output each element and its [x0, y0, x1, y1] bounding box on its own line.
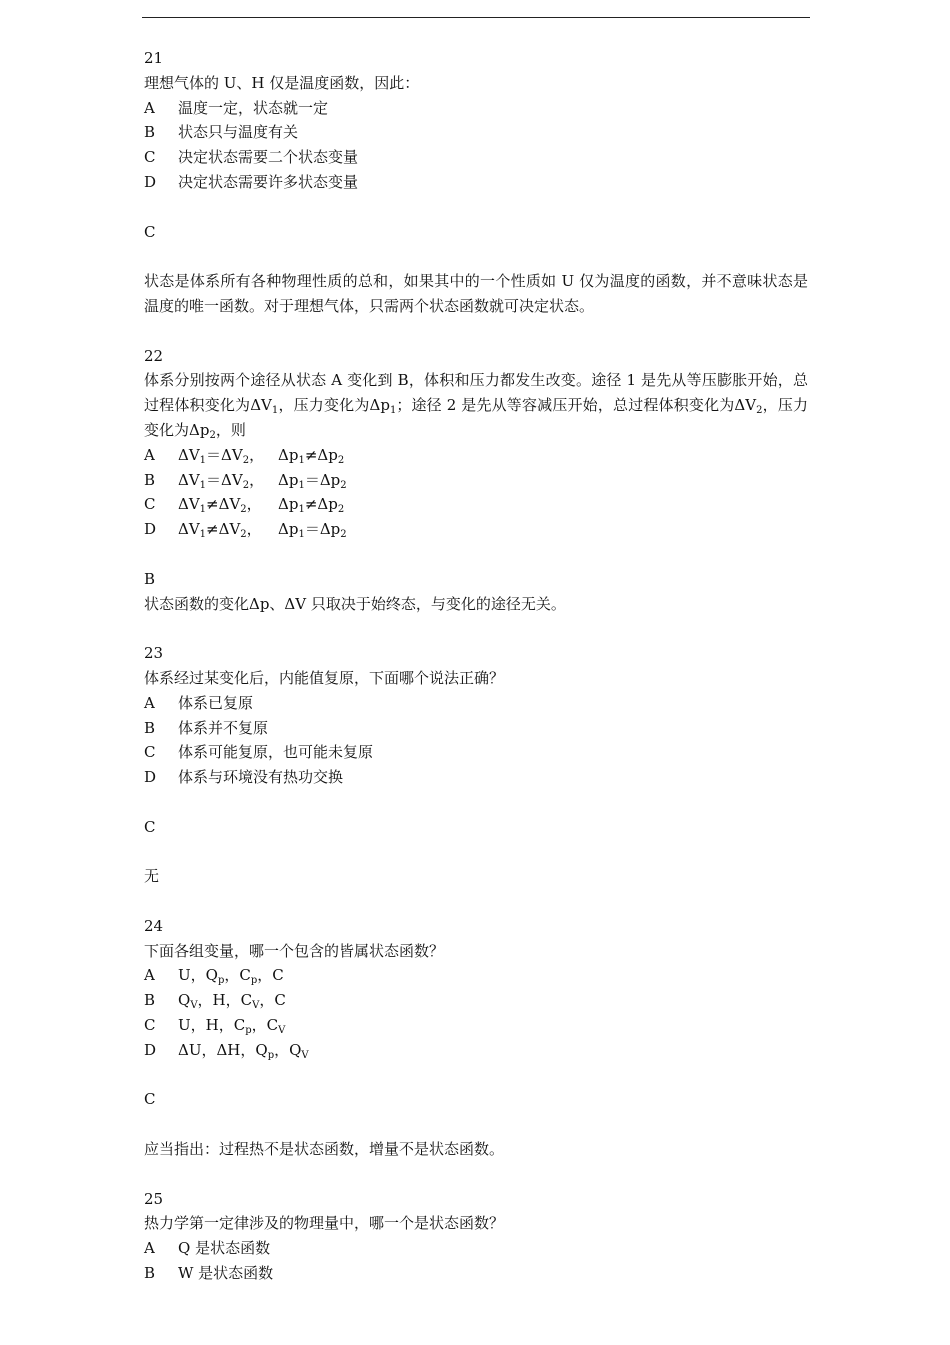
option-text: Q 是状态函数	[178, 1239, 271, 1258]
option-volume-relation: $\Delta V_1\ne\Delta V_2$，	[178, 495, 262, 516]
option-letter: D	[144, 1040, 157, 1059]
option-a	[144, 443, 808, 468]
question-stem: 热力学第一定律涉及的物理量中，哪一个是状态函数？	[144, 1214, 505, 1233]
option-c	[144, 1013, 808, 1038]
question-stem: 下面各组变量，哪一个包含的皆属状态函数？	[144, 941, 445, 960]
option-letter: A	[144, 693, 155, 712]
option-letter: D	[144, 520, 157, 539]
explanation: 应当指出：过程热不是状态函数，增量不是状态函数。	[144, 1140, 505, 1159]
option-d	[144, 517, 808, 542]
option-letter: B	[144, 470, 156, 489]
option-a	[144, 691, 808, 716]
option-letter: C	[144, 495, 156, 514]
option-text: U，H，$C_p$，$C_V$	[178, 1016, 286, 1037]
question-stem: 体系分别按两个途径从状态 A 变化到 B，体积和压力都发生改变。途径 1 是先从等压膨胀开始，总过程体积变化为$\Delta V_1$，压力变化为$\Delta p_1$；途径 2 是先从等容减压开始，总过程体积变化为$\Delta V_2$，压力变化为$\Delta p_2$，则	[144, 371, 809, 441]
option-text: 体系并不复原	[178, 718, 269, 737]
option-letter: D	[144, 768, 157, 787]
option-volume-relation: $\Delta V_1=\Delta V_2$，	[178, 445, 265, 466]
option-text: 温度一定，状态就一定	[178, 98, 329, 117]
option-c	[144, 145, 808, 170]
question-number: 22	[144, 346, 164, 365]
option-letter: C	[144, 148, 156, 167]
option-a	[144, 96, 808, 121]
option-letter: B	[144, 123, 156, 142]
option-c	[144, 740, 808, 765]
question-number: 24	[144, 916, 164, 935]
question-stem: 体系经过某变化后，内能值复原，下面哪个说法正确？	[144, 668, 505, 687]
question-number: 25	[144, 1189, 164, 1208]
explanation: 状态是体系所有各种物理性质的总和，如果其中的一个性质如 U 仅为温度的函数，并不意味状态是温度的唯一函数。对于理想气体，只需两个状态函数就可决定状态。	[144, 272, 808, 315]
option-letter: A	[144, 98, 155, 117]
answer: C	[144, 817, 156, 836]
option-text: 体系可能复原，也可能未复原	[178, 743, 374, 762]
option-c	[144, 492, 808, 517]
question-number: 21	[144, 49, 164, 67]
option-text: 体系已复原	[178, 693, 254, 712]
option-pressure-relation: $\Delta p_1\ne\Delta p_2$	[278, 445, 345, 466]
option-text: 体系与环境没有热功交换	[178, 768, 344, 787]
option-a	[144, 1236, 808, 1261]
question-stem: 理想气体的 U、H 仅是温度函数，因此：	[144, 73, 420, 92]
option-pressure-relation: $\Delta p_1=\Delta p_2$	[278, 470, 347, 491]
option-text: 决定状态需要许多状态变量	[178, 172, 359, 191]
option-b	[144, 468, 808, 493]
option-text: 状态只与温度有关	[178, 123, 299, 142]
option-d	[144, 1038, 808, 1063]
option-b	[144, 716, 808, 741]
option-letter: B	[144, 991, 156, 1010]
option-text: $Q_V$，H，$C_V$，C	[178, 991, 286, 1012]
option-text: U，$Q_p$，$C_p$，C	[178, 966, 284, 987]
option-volume-relation: $\Delta V_1\ne\Delta V_2$，	[178, 520, 262, 541]
option-b	[144, 1261, 808, 1286]
option-text: 决定状态需要二个状态变量	[178, 148, 359, 167]
explanation: 无	[144, 867, 160, 886]
document-body	[144, 46, 808, 1286]
option-d	[144, 170, 808, 195]
option-volume-relation: $\Delta V_1=\Delta V_2$，	[178, 470, 265, 491]
option-letter: A	[144, 966, 155, 985]
option-letter: B	[144, 718, 156, 737]
option-pressure-relation: $\Delta p_1=\Delta p_2$	[278, 520, 347, 541]
explanation: 状态函数的变化Δp、ΔV 只取决于始终态，与变化的途径无关。	[144, 594, 566, 613]
option-pressure-relation: $\Delta p_1\ne\Delta p_2$	[278, 495, 345, 516]
option-b	[144, 988, 808, 1013]
option-a	[144, 963, 808, 988]
option-letter: C	[144, 743, 156, 762]
option-letter: D	[144, 172, 157, 191]
option-letter: B	[144, 1264, 156, 1283]
option-d	[144, 765, 808, 790]
option-letter: A	[144, 1239, 155, 1258]
answer: C	[144, 1090, 156, 1109]
option-b	[144, 120, 808, 145]
option-text: ΔU，ΔH，$Q_p$，$Q_V$	[178, 1040, 309, 1061]
header-rule	[142, 17, 810, 18]
option-letter: C	[144, 1016, 156, 1035]
answer: B	[144, 569, 156, 588]
answer: C	[144, 222, 156, 241]
option-text: W 是状态函数	[178, 1264, 274, 1283]
option-letter: A	[144, 445, 155, 464]
question-number: 23	[144, 644, 164, 663]
